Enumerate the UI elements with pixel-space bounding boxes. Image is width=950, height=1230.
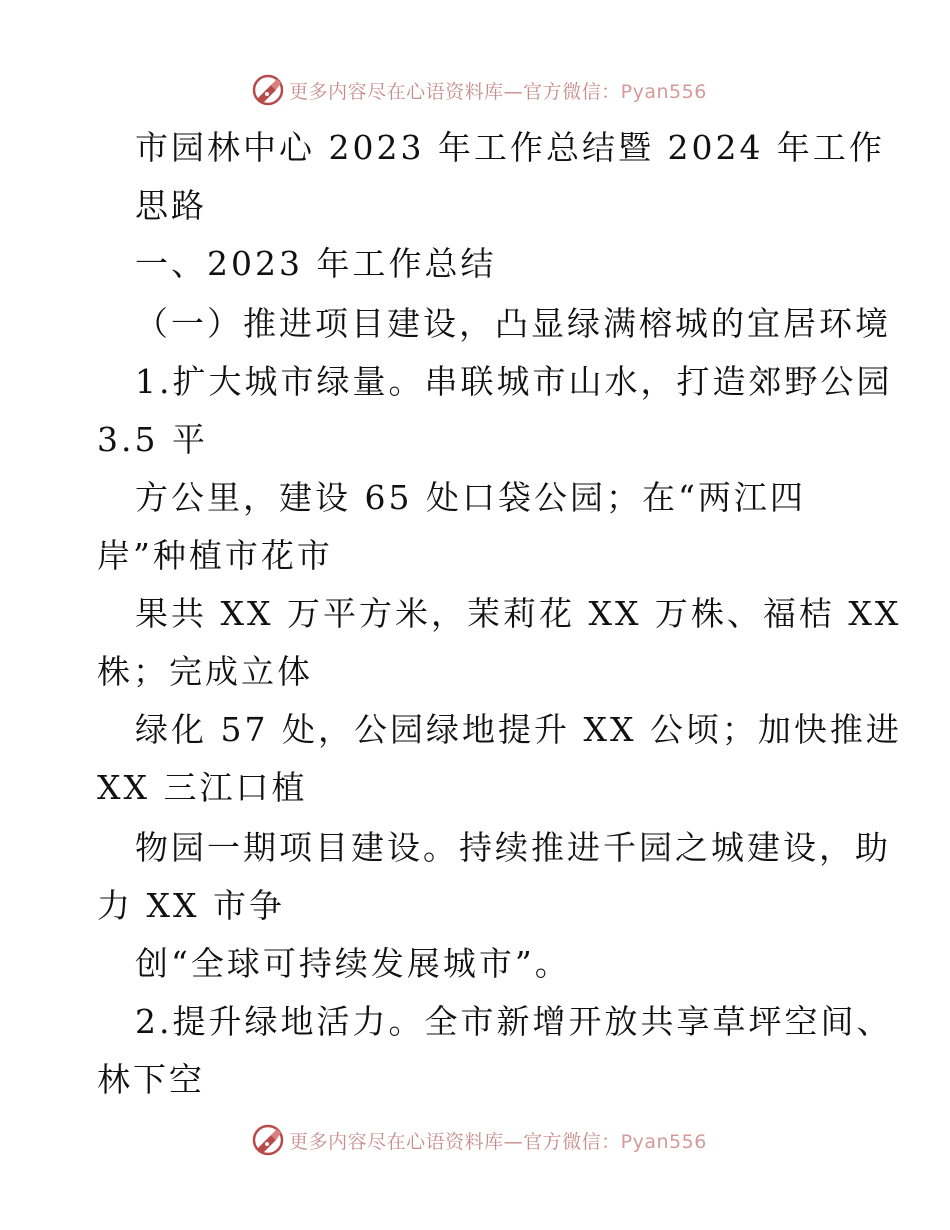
document-title-line-1: 市园林中心 2023 年工作总结暨 2024 年工作 bbox=[135, 128, 885, 167]
paragraph-line: 创“全球可持续发展城市”。 bbox=[135, 944, 571, 983]
paragraph-line: 2.提升绿地活力。全市新增开放共享草坪空间、 bbox=[135, 1002, 893, 1041]
pen-nib-circle-icon bbox=[251, 1123, 285, 1157]
section-heading: 一、2023 年工作总结 bbox=[135, 244, 497, 283]
watermark-label: 更多内容尽在心语资料库—官方微信： bbox=[289, 1130, 621, 1153]
pen-nib-circle-icon bbox=[251, 73, 285, 107]
paragraph-line: 林下空 bbox=[97, 1060, 205, 1099]
watermark-id: Pyan556 bbox=[620, 80, 707, 103]
document-title-line-2: 思路 bbox=[135, 186, 207, 225]
paragraph-line: 物园一期项目建设。持续推进千园之城建设，助 bbox=[135, 828, 891, 867]
paragraph-line: 方公里，建设 65 处口袋公园；在“两江四 bbox=[135, 478, 806, 517]
paragraph-line: 3.5 平 bbox=[97, 420, 208, 459]
watermark-id: Pyan556 bbox=[620, 1130, 707, 1153]
watermark-text bbox=[289, 77, 707, 104]
watermark-label: 更多内容尽在心语资料库—官方微信： bbox=[289, 80, 621, 103]
watermark-group bbox=[251, 1123, 707, 1157]
paragraph-line: 果共 XX 万平方米，茉莉花 XX 万株、福桔 XX bbox=[135, 594, 902, 633]
subsection-heading: （一）推进项目建设，凸显绿满榕城的宜居环境 bbox=[135, 304, 891, 343]
paragraph-line: 1.扩大城市绿量。串联城市山水，打造郊野公园 bbox=[135, 362, 893, 401]
watermark-text bbox=[289, 1127, 707, 1154]
paragraph-line: 株；完成立体 bbox=[97, 652, 313, 691]
paragraph-line: 绿化 57 处，公园绿地提升 XX 公顷；加快推进 bbox=[135, 710, 902, 749]
paragraph-line: XX 三江口植 bbox=[97, 768, 308, 807]
footer-watermark bbox=[0, 1120, 950, 1160]
paragraph-line: 力 XX 市争 bbox=[97, 886, 285, 925]
paragraph-line: 岸”种植市花市 bbox=[97, 536, 333, 575]
header-watermark bbox=[0, 70, 950, 110]
watermark-group bbox=[251, 73, 707, 107]
